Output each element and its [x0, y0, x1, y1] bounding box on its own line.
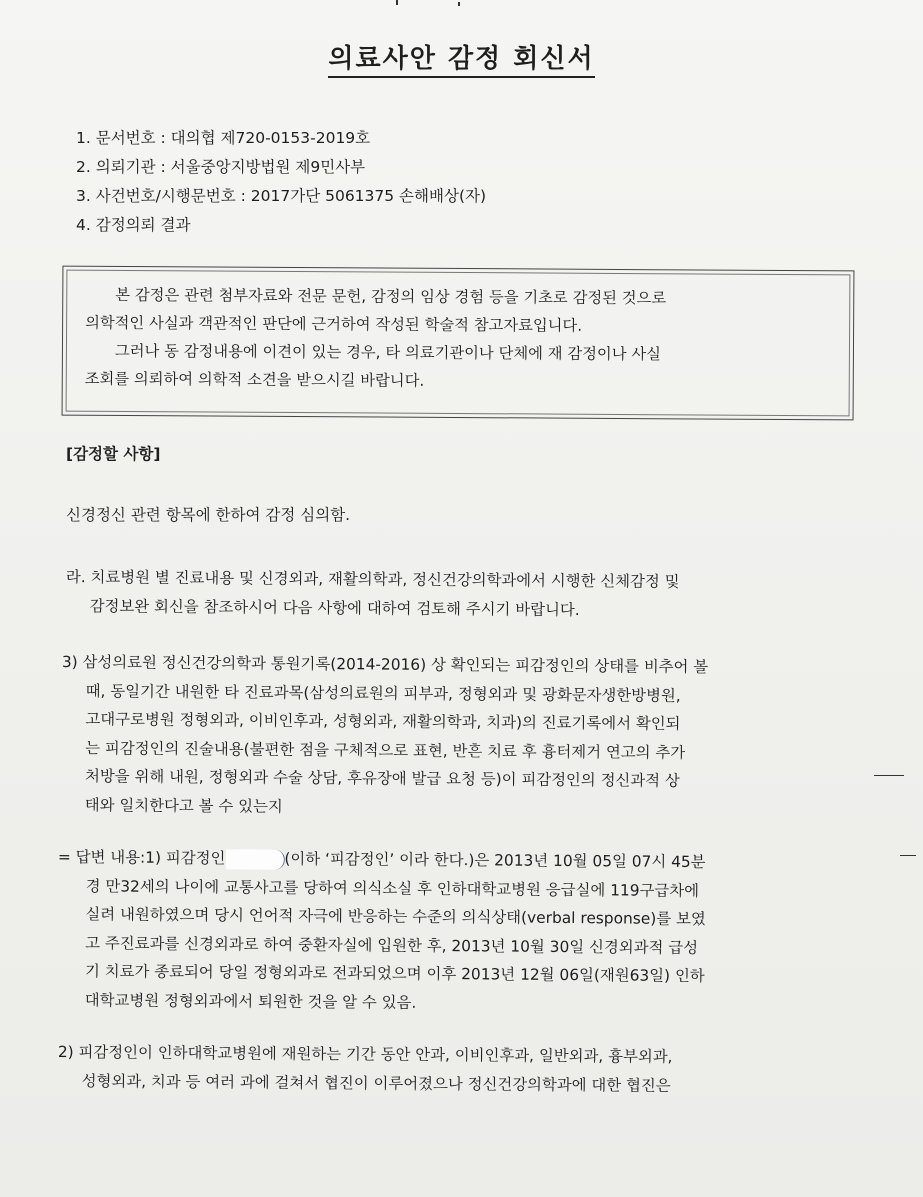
scan-speck	[458, 2, 460, 6]
answer-line: 고 주진료과를 신경외과로 하여 중환자실에 입원한 후, 2013년 10월 30일 신경외과적 급성	[85, 933, 699, 957]
notice-box	[62, 266, 855, 421]
item-ra-line: 라. 치료병원 별 진료내용 및 신경외과, 재활의학과, 정신건강의학과에서 시행한 신체감정 및	[65, 567, 680, 591]
notice-line: 본 감정은 관련 첨부자료와 전문 문헌, 감정의 임상 경험 등을 기초로 감정된 것으로	[115, 285, 667, 308]
notice-line: 조회를 의뢰하여 의학적 소견을 받으시길 바랍니다.	[84, 369, 425, 390]
answer-2	[58, 1038, 673, 1100]
section-heading: [감정할 사항]	[66, 445, 161, 463]
answer-line: 실려 내원하였으며 당시 언어적 자극에 반응하는 수준의 의식상태(verbal response)를 보였	[85, 905, 706, 929]
meta-requesting-agency: 2. 의뢰기관 : 서울중앙지방법원 제9민사부	[76, 158, 366, 176]
answer-line: 기 치료가 종료되어 당일 정형외과로 전과되었으며 이후 2013년 12월 06일(재원63일) 인하	[84, 962, 705, 986]
document-title-text: 의료사안 감정 회신서	[328, 44, 594, 78]
redacted-name	[225, 849, 284, 869]
meta-doc-number: 1. 문서번호 : 대의협 제720-0153-2019호	[76, 129, 371, 147]
meta-case-number: 3. 사건번호/시행문번호 : 2017가단 5061375 손해배상(자)	[76, 187, 487, 205]
answer-continuation: (이하 ‘피감정인’ 이라 한다.)은 2013년 10월 05일 07시 45분	[284, 849, 706, 872]
document-title	[0, 38, 923, 75]
question-line: 3) 삼성의료원 정신건강의학과 통원기록(2014-2016) 상 확인되는 피감정인의 상태를 비추어 볼	[61, 652, 709, 677]
intro-text: 신경정신 관련 항목에 한하여 감정 심의함.	[66, 506, 351, 524]
answer-prefix: = 답변 내용:1) 피감정인	[57, 847, 226, 868]
answer-first-line	[58, 843, 707, 877]
answer-1	[57, 843, 707, 1020]
item-ra	[66, 563, 680, 625]
question-line: 때, 동일기간 내원한 타 진료과목(삼성의료원의 피부과, 정형외과 및 광화문자생한방병원,	[85, 681, 681, 705]
item-ra-line: 감정보완 회신을 참조하시어 다음 사항에 대하여 검토해 주시기 바랍니다.	[89, 596, 580, 619]
scan-speck	[874, 775, 904, 776]
answer-line: 경 만32세의 나이에 교통사고를 당하여 의식소실 후 인하대학교병원 응급실에 119구급차에	[85, 876, 700, 900]
document-meta	[76, 124, 486, 240]
meta-result-heading: 4. 감정의뢰 결과	[76, 216, 191, 234]
question-line: 고대구로병원 정형외과, 이비인후과, 성형외과, 재활의학과, 치과)의 진료기록에서 확인되	[85, 710, 681, 734]
question-line: 처방을 위해 내원, 정형외과 수술 상담, 후유장애 발급 요청 등)이 피감정인의 정신과적 상	[84, 767, 680, 791]
answer-2-line: 2) 피감정인이 인하대학교병원에 재원하는 기간 동안 안과, 이비인후과, 일반외과, 흉부외과,	[57, 1042, 673, 1066]
notice-line: 의학적인 사실과 객관적인 판단에 근거하여 작성된 학술적 참고자료입니다.	[85, 313, 583, 335]
scan-speck	[900, 855, 916, 856]
answer-2-line: 성형외과, 치과 등 여러 과에 걸쳐서 협진이 이루어졌으나 정신건강의학과에 대한 협진은	[81, 1071, 671, 1095]
question-line: 태와 일치한다고 볼 수 있는지	[84, 796, 283, 816]
scan-speck	[396, 0, 398, 5]
question-3	[61, 648, 709, 825]
question-line: 는 피감정인의 진술내용(불편한 점을 구체적으로 표현, 반흔 치료 후 흉터제거 연고의 추가	[85, 738, 686, 762]
notice-line: 그러나 동 감정내용에 이견이 있는 경우, 타 의료기관이나 단체에 재 감정이나 사실	[114, 341, 661, 364]
answer-line: 대학교병원 정형외과에서 퇴원한 것을 알 수 있음.	[84, 991, 417, 1012]
